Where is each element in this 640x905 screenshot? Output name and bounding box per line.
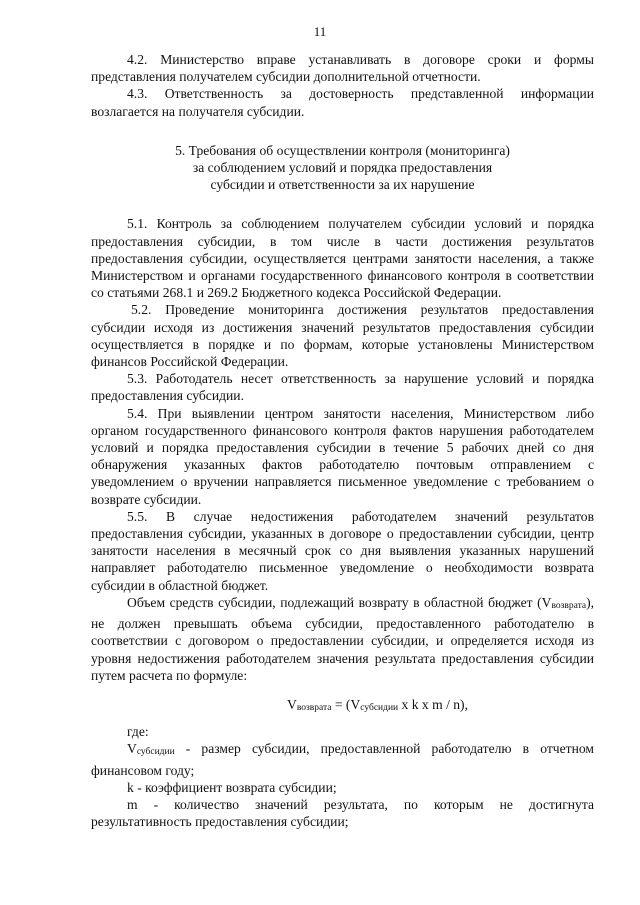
paragraph-4-3: 4.3. Ответственность за достоверность представленной информации возлагается на получателя субсидии. [91, 86, 594, 119]
definition-m: m - количество значений результата, по которым не достигнута результативность предоставления субсидии; [91, 796, 594, 830]
def-v-subscript: субсидии [136, 747, 175, 758]
formula-v: V [287, 696, 297, 712]
formula-sub-return: возврата [296, 702, 332, 713]
where-label: где: [127, 724, 149, 740]
paragraph-5-2: 5.2. Проведение мониторинга достижения результатов предоставления субсидии исходя из достижения значений результатов предоставления субсидии осуществляется в порядке и по формам, которые установлены Министерством финансов Российской Федерации. [91, 302, 594, 370]
paragraph-5-1: 5.1. Контроль за соблюдением получателем субсидии условий и порядка предоставления субсидии, в том числе в части достижения результатов предоставления субсидии, осуществляется центрами занятости населения, а также Министерством и органами государственного финансового контроля в соответствии со статьями 268.1 и 269.2 Бюджетного кодекса Российской Федерации. [91, 216, 594, 301]
paragraph-5-5: 5.5. В случае недостижения работодателем значений результатов предоставления субсидии, указанных в договоре о предоставлении субсидии, центр занятости населения в месячный срок со дня выявления указанных нарушений направляет работодателю письменное уведомление о необходимости возврата субсидии в областной бюджет. [91, 508, 594, 593]
paragraph-volume [91, 594, 594, 684]
section-5-heading [91, 142, 594, 194]
heading-line-2: за соблюдением условий и порядка предоставления [192, 160, 493, 176]
volume-text-after: ), не должен превышать объема субсидии, предоставленного работодателю в соответствии с договором о предоставлении субсидии, и определяется исходя из уровня недостижения работодателем значения результата предоставления субсидии путем расчета по формуле: [91, 594, 594, 683]
definition-k: k - коэффициент возврата субсидии; [127, 779, 337, 795]
formula-mid: = (V [331, 696, 361, 712]
formula-sub-subsidy: субсидии [360, 702, 399, 713]
volume-text-before: Объем средств субсидии, подлежащий возврату в областной бюджет (V [127, 594, 552, 610]
def-v-symbol: V [127, 741, 137, 757]
paragraph-5-4: 5.4. При выявлении центром занятости населения, Министерством либо органом государственного финансового контроля фактов нарушения работодателем условий и порядка предоставления субсидии в течение 5 рабочих дней со дня обнаружения указанных фактов работодателю почтовым отправлением с уведомлением о вручении направляется письменное уведомление с требованием о возврате субсидии. [91, 405, 594, 507]
paragraph-4-2: 4.2. Министерство вправе устанавливать в договоре сроки и формы представления получателем субсидии дополнительной отчетности. [91, 52, 594, 85]
paragraph-5-3: 5.3. Работодатель несет ответственность за нарушение условий и порядка предоставления субсидии. [91, 371, 594, 404]
document-body [91, 51, 594, 830]
formula [91, 696, 594, 717]
page-number: 11 [313, 24, 327, 39]
formula-end: x k x m / n), [398, 696, 468, 712]
volume-subscript: возврата [551, 600, 587, 611]
heading-line-1: 5. Требования об осуществлении контроля (мониторинга) [175, 142, 510, 158]
def-v-text: - размер субсидии, предоставленной работодателю в отчетном финансовом году; [91, 741, 594, 778]
heading-line-3: субсидии и ответственности за их нарушение [210, 177, 475, 193]
definition-v-subsidy [91, 740, 594, 778]
